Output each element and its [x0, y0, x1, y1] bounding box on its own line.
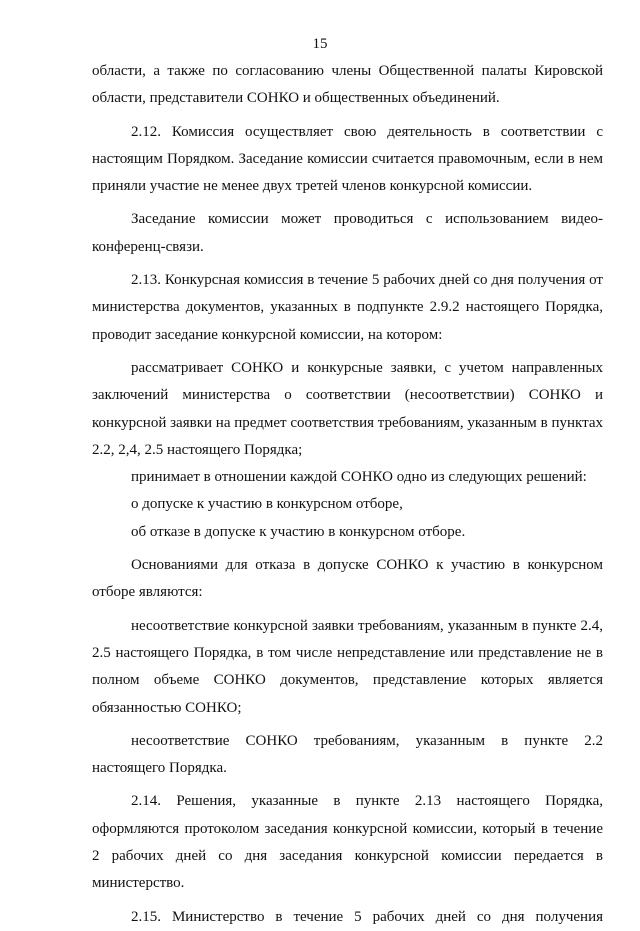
paragraph-admission: о допуске к участию в конкурсном отборе, — [131, 496, 403, 513]
paragraph-2-14: 2.14. Решения, указанные в пункте 2.13 настоящего Порядка, оформляются протоколом заседания конкурсной комиссии, который в течение 2 рабочих дней со дня заседания конкурсной комиссии передается в министерство. — [92, 793, 603, 892]
paragraph-refusal: об отказе в допуске к участию в конкурсном отборе. — [131, 523, 466, 540]
paragraph-continuation: области, а также по согласованию члены Общественной палаты Кировской области, представители СОНКО и общественных объединений. — [92, 63, 603, 107]
document-body — [92, 58, 603, 931]
paragraph-ground-sonko: несоответствие СОНКО требованиям, указанным в пункте 2.2 настоящего Порядка. — [92, 732, 603, 777]
page-number: 15 — [312, 36, 328, 52]
paragraph-2-13: 2.13. Конкурсная комиссия в течение 5 рабочих дней со дня получения от министерства документов, указанных в подпункте 2.9.2 настоящего Порядка, проводит заседание конкурсной комиссии, на котором: — [92, 272, 603, 343]
paragraph-considers-sonko: рассматривает СОНКО и конкурсные заявки, с учетом направленных заключений министерства о соответствии (несоответствии) СОНКО и конкурсной заявки на предмет соответствия требованиям, указанным в пунктах 2.2, 2,4, 2.5 настоящего Порядка; — [92, 359, 603, 458]
paragraph-ground-application: несоответствие конкурсной заявки требованиям, указанным в пункте 2.4, 2.5 настоящего Порядка, в том числе непредставление или представление не в полном объеме СОНКО документов, представление которых является обязанностью СОНКО; — [92, 617, 603, 716]
paragraph-decision-intro: принимает в отношении каждой СОНКО одно из следующих решений: — [131, 469, 587, 486]
paragraph-2-15: 2.15. Министерство в течение 5 рабочих дней со дня получения — [131, 908, 603, 925]
paragraph-2-12: 2.12. Комиссия осуществляет свою деятельность в соответствии с настоящим Порядком. Заседание комиссии считается правомочным, если в нем приняли участие не менее двух третей членов конкурсной комиссии. — [92, 123, 603, 195]
paragraph-refusal-grounds: Основаниями для отказа в допуске СОНКО к участию в конкурсном отборе являются: — [92, 557, 603, 601]
paragraph-video-conference: Заседание комиссии может проводиться с использованием видео-конференц-связи. — [92, 211, 603, 255]
